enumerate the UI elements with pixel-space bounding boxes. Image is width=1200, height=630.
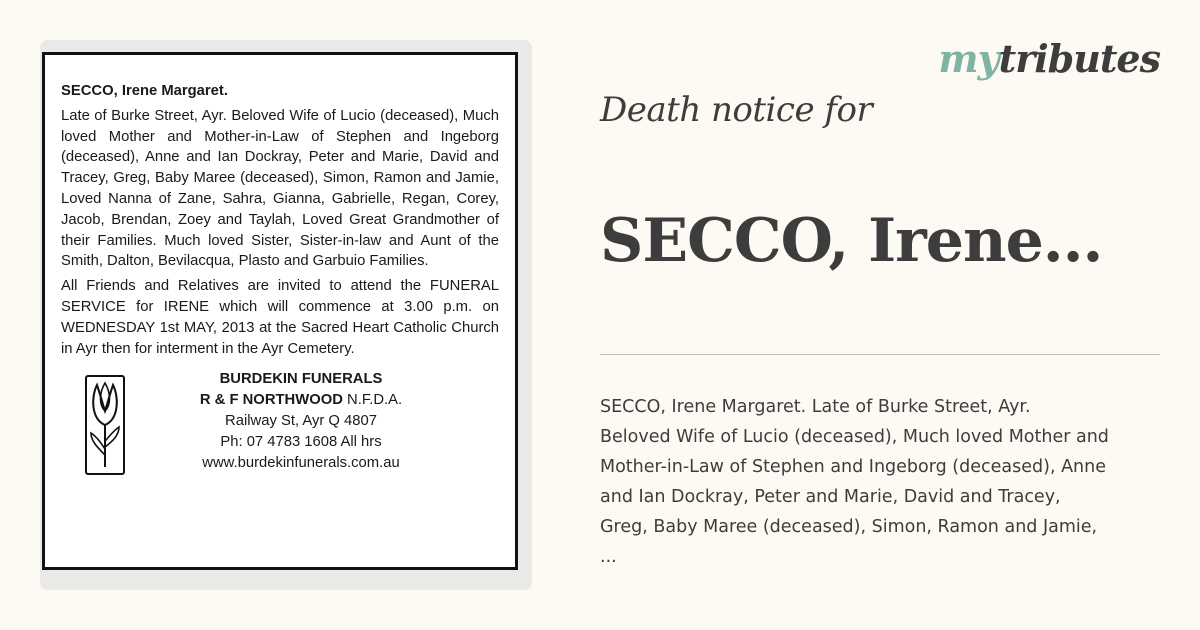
notice-paragraph-family: Late of Burke Street, Ayr. Beloved Wife of Lucio (deceased), Much loved Mother and Mother-in-Law of Stephen and Ingeborg (deceased), Anne and Ian Dockray, Peter and Marie, David and Tracey, Greg, Baby Maree (deceased), Simon, Ramon and Jamie, Loved Nanna of Zane, Sahra, Gianna, Gabrielle, Regan, Corey, Jacob, Brendan, Zoey and Taylah, Loved Great Grandmother of their Families. Much loved Sister, Sister-in-law and Aunt of the Smith, Dalton, Bevilacqua, Plasto and Garbuio Families.	[61, 107, 499, 270]
summary-line: SECCO, Irene Margaret. Late of Burke Street, Ayr.	[600, 397, 1031, 417]
funeral-home-website: www.burdekinfunerals.com.au	[202, 454, 400, 471]
funeral-home-owners: R & F NORTHWOOD	[199, 392, 343, 409]
deceased-name: SECCO, Irene...	[600, 206, 1103, 276]
funeral-home-name: BURDEKIN FUNERALS	[219, 371, 383, 388]
tulip-logo-icon	[85, 375, 125, 475]
funeral-home-phone: Ph: 07 4783 1608 All hrs	[220, 433, 382, 450]
summary-line: Mother-in-Law of Stephen and Ingeborg (deceased), Anne	[600, 457, 1106, 477]
notice-frame	[42, 52, 518, 570]
logo-tributes: tributes	[998, 36, 1160, 81]
summary-line: and Ian Dockray, Peter and Marie, David and Tracey,	[600, 487, 1061, 507]
funeral-home-details	[151, 369, 451, 473]
notice-deceased-name: SECCO, Irene Margaret.	[61, 83, 228, 99]
logo-my: my	[938, 36, 999, 81]
divider	[600, 354, 1160, 355]
funeral-home-owners-line	[151, 390, 451, 411]
funeral-home-address: Railway St, Ayr Q 4807	[225, 412, 377, 429]
summary-line: Greg, Baby Maree (deceased), Simon, Ramon and Jamie,	[600, 517, 1098, 537]
death-notice-image	[40, 40, 532, 590]
summary-ellipsis: ...	[600, 547, 617, 567]
funeral-home-block	[61, 365, 499, 475]
summary-line: Beloved Wife of Lucio (deceased), Much loved Mother and	[600, 427, 1109, 447]
page-heading: Death notice for	[600, 90, 873, 130]
notice-summary	[600, 392, 1190, 572]
funeral-home-accreditation: N.F.D.A.	[347, 392, 403, 409]
mytributes-logo[interactable]	[938, 36, 1160, 81]
notice-paragraph-service: All Friends and Relatives are invited to attend the FUNERAL SERVICE for IRENE which will commence at 3.00 p.m. on WEDNESDAY 1st MAY, 2013 at the Sacred Heart Catholic Church in Ayr then for interment in the Ayr Cemetery.	[61, 278, 499, 357]
